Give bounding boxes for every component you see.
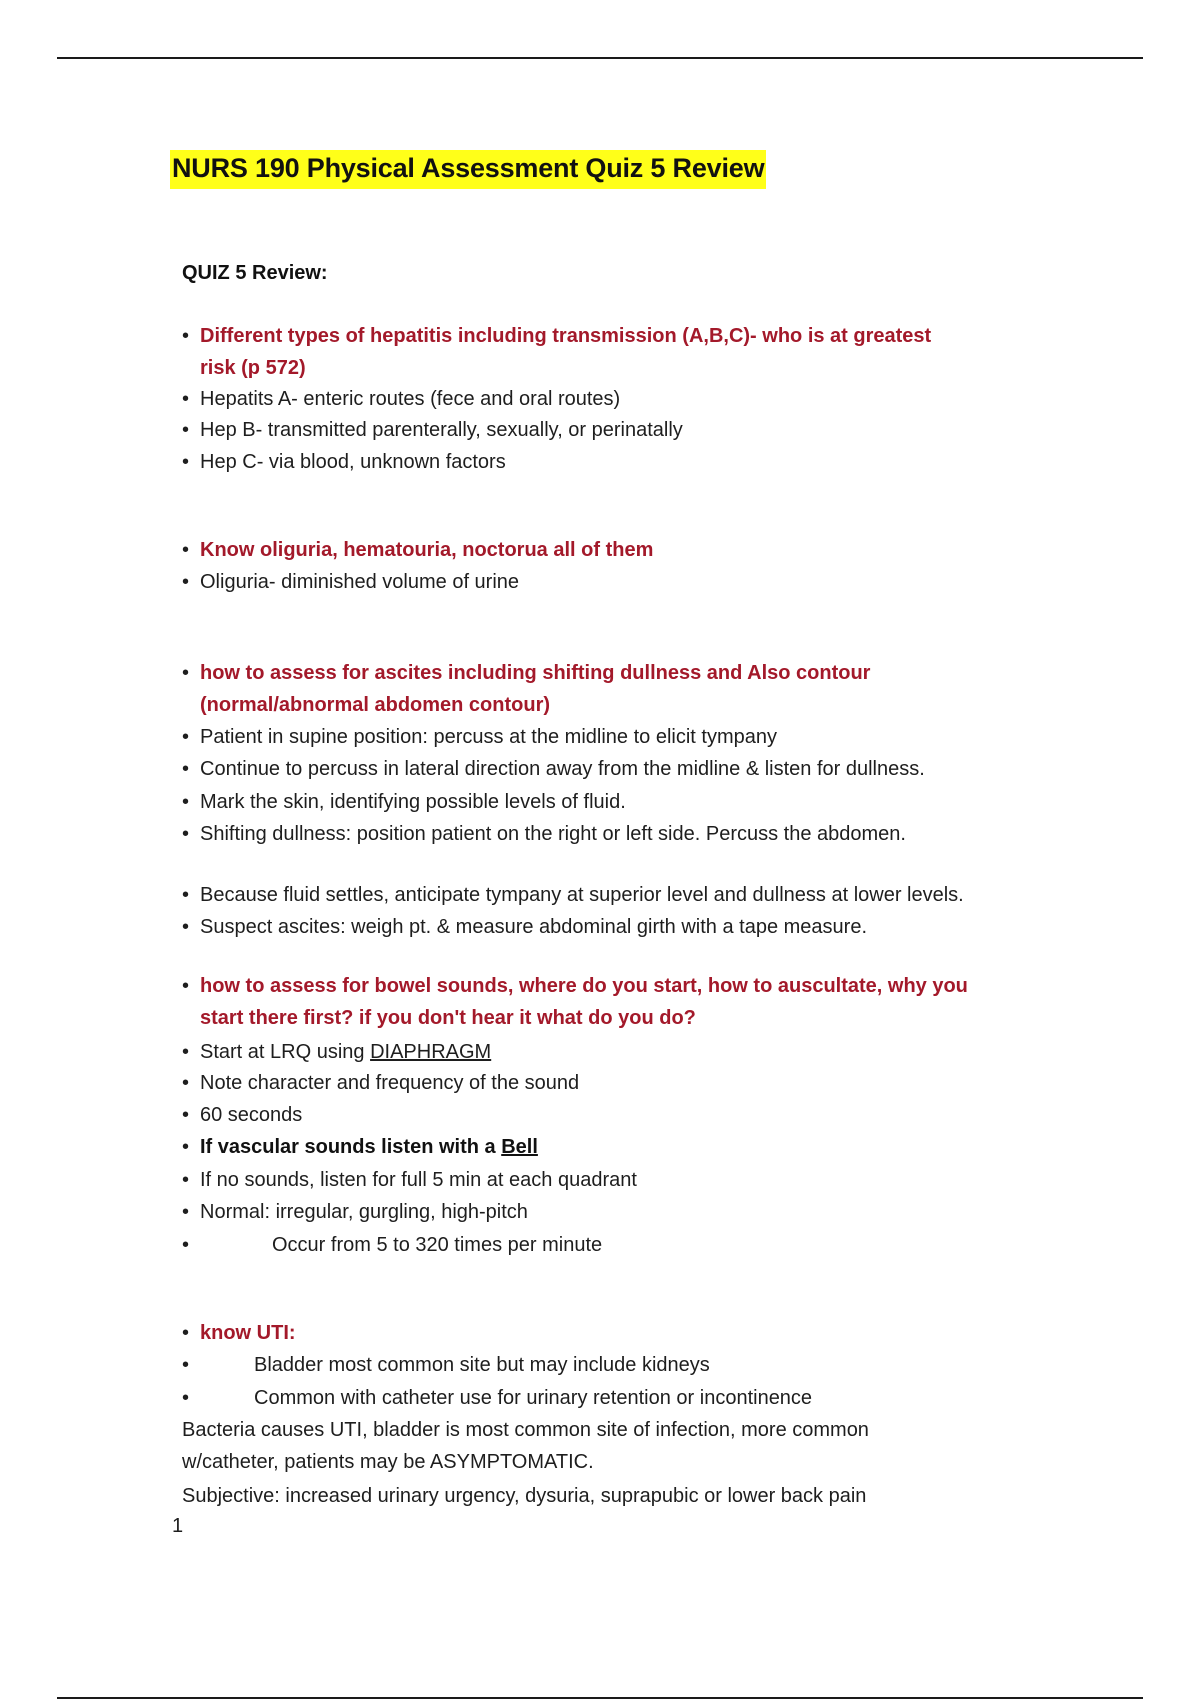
item-text: Note character and frequency of the sound (200, 1072, 580, 1094)
item-text: Occur from 5 to 320 times per minute (272, 1234, 603, 1256)
top-rule (57, 57, 1143, 59)
heading-line: Know oliguria, hematouria, noctorua all of them (200, 539, 654, 561)
bullet: • (182, 388, 190, 410)
uti-paragraph-line: Subjective: increased urinary urgency, dysuria, suprapubic or lower back pain (182, 1485, 867, 1507)
item-text: Hep C- via blood, unknown factors (200, 451, 506, 473)
heading-line: Different types of hepatitis including transmission (A,B,C)- who is at greatest (200, 325, 932, 347)
document-title: NURS 190 Physical Assessment Quiz 5 Review (170, 150, 766, 189)
heading-line: how to assess for ascites including shifting dullness and Also contour (200, 662, 871, 684)
bullet: • (182, 451, 190, 473)
bullet: • (182, 539, 190, 561)
bullet: • (182, 758, 190, 780)
page-number: 1 (172, 1515, 184, 1537)
item-text: Oliguria- diminished volume of urine (200, 571, 520, 593)
heading-line: risk (p 572) (200, 357, 306, 379)
bullet: • (182, 662, 190, 684)
bullet: • (182, 791, 190, 813)
item-text (200, 1131, 538, 1163)
item-text: Mark the skin, identifying possible levels of fluid. (200, 791, 626, 813)
heading-line: how to assess for bowel sounds, where do you start, how to auscultate, why you (200, 975, 968, 997)
bullet: • (182, 1169, 190, 1191)
bullet: • (182, 1234, 190, 1256)
uti-paragraph-line: Bacteria causes UTI, bladder is most common site of infection, more common (182, 1419, 869, 1441)
heading-line: (normal/abnormal abdomen contour) (200, 694, 551, 716)
bullet: • (182, 823, 190, 845)
heading-line: know UTI: (200, 1322, 296, 1344)
bullet: • (182, 1072, 190, 1094)
item-text: Hepatits A- enteric routes (fece and oral routes) (200, 388, 621, 410)
item-prefix: If vascular sounds listen with a (200, 1136, 502, 1158)
item-text: Common with catheter use for urinary retention or incontinence (254, 1387, 813, 1409)
bullet: • (182, 975, 190, 997)
bullet: • (182, 1136, 190, 1158)
item-text: Patient in supine position: percuss at the midline to elicit tympany (200, 726, 777, 748)
bullet: • (182, 884, 190, 906)
item-text: If no sounds, listen for full 5 min at each quadrant (200, 1169, 637, 1191)
item-text: Hep B- transmitted parenterally, sexually, or perinatally (200, 419, 683, 441)
item-text: Suspect ascites: weigh pt. & measure abdominal girth with a tape measure. (200, 916, 868, 938)
item-text: Normal: irregular, gurgling, high-pitch (200, 1201, 528, 1223)
bullet: • (182, 1387, 190, 1409)
item-text: Shifting dullness: position patient on the right or left side. Percuss the abdomen. (200, 823, 906, 845)
item-prefix: Start at LRQ using (200, 1041, 371, 1063)
bullet: • (182, 325, 190, 347)
bullet: • (182, 1104, 190, 1126)
item-text: Because fluid settles, anticipate tympany at superior level and dullness at lower levels. (200, 884, 964, 906)
bullet: • (182, 726, 190, 748)
item-text (200, 1036, 491, 1068)
item-text: 60 seconds (200, 1104, 303, 1126)
uti-paragraph-line: w/catheter, patients may be ASYMPTOMATIC. (182, 1451, 594, 1473)
bullet: • (182, 1201, 190, 1223)
item-text: Continue to percuss in lateral direction away from the midline & listen for dullness. (200, 758, 925, 780)
bullet: • (182, 1041, 190, 1063)
bell-underlined: Bell (501, 1136, 538, 1158)
bullet: • (182, 419, 190, 441)
diaphragm-underlined: DIAPHRAGM (370, 1041, 492, 1063)
bullet: • (182, 571, 190, 593)
heading-line: start there first? if you don't hear it what do you do? (200, 1007, 696, 1029)
bottom-rule (57, 1697, 1143, 1699)
item-text: Bladder most common site but may include kidneys (254, 1354, 710, 1376)
bullet: • (182, 1322, 190, 1344)
bullet: • (182, 1354, 190, 1376)
bullet: • (182, 916, 190, 938)
quiz-subheading: QUIZ 5 Review: (182, 262, 328, 284)
